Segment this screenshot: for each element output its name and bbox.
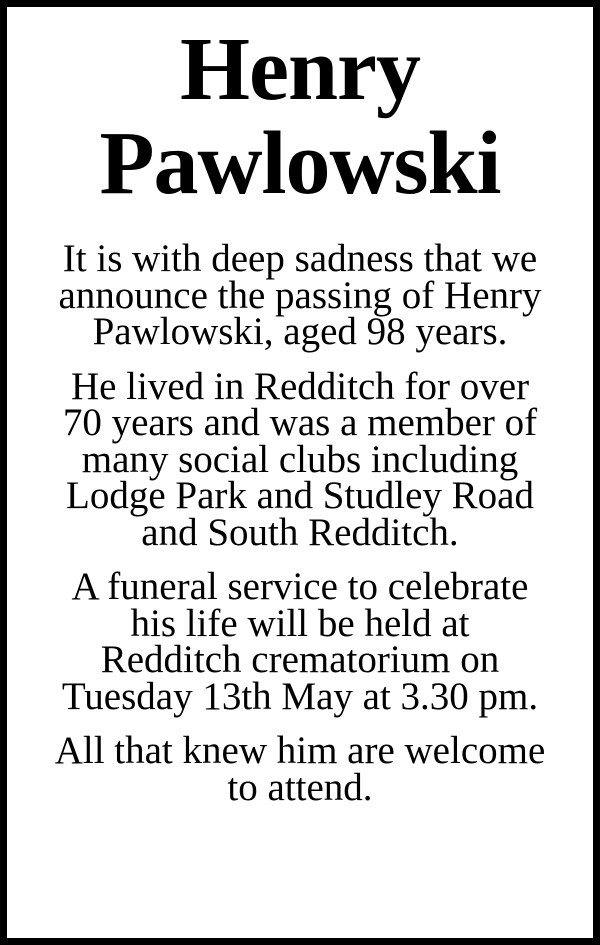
text-line: many social clubs including <box>81 437 519 481</box>
text-line: Pawlowski, aged 98 years. <box>92 310 508 353</box>
last-name: Pawlowski <box>99 114 501 213</box>
biography-paragraph <box>21 364 579 554</box>
text-line: and South Redditch. <box>141 510 459 554</box>
notice-body <box>21 237 579 809</box>
text-line: Lodge Park and Studley Road <box>66 474 534 517</box>
text-line: his life will be held at <box>130 601 470 645</box>
text-line: All that knew him are welcome <box>54 729 546 772</box>
announcement-paragraph <box>21 237 579 353</box>
text-line: Redditch crematorium on <box>100 638 500 681</box>
first-name: Henry <box>180 20 420 119</box>
invitation-paragraph <box>21 729 579 809</box>
text-line: A funeral service to celebrate <box>71 565 529 608</box>
text-line: It is with deep sadness that we <box>62 237 538 280</box>
funeral-service-paragraph <box>21 565 579 718</box>
text-line: 70 years and was a member of <box>62 401 538 444</box>
text-line: He lived in Redditch for over <box>70 364 530 408</box>
text-line: to attend. <box>227 765 373 809</box>
text-line: Tuesday 13th May at 3.30 pm. <box>61 674 539 718</box>
deceased-name <box>21 20 579 213</box>
text-line: announce the passing of Henry <box>58 273 542 317</box>
